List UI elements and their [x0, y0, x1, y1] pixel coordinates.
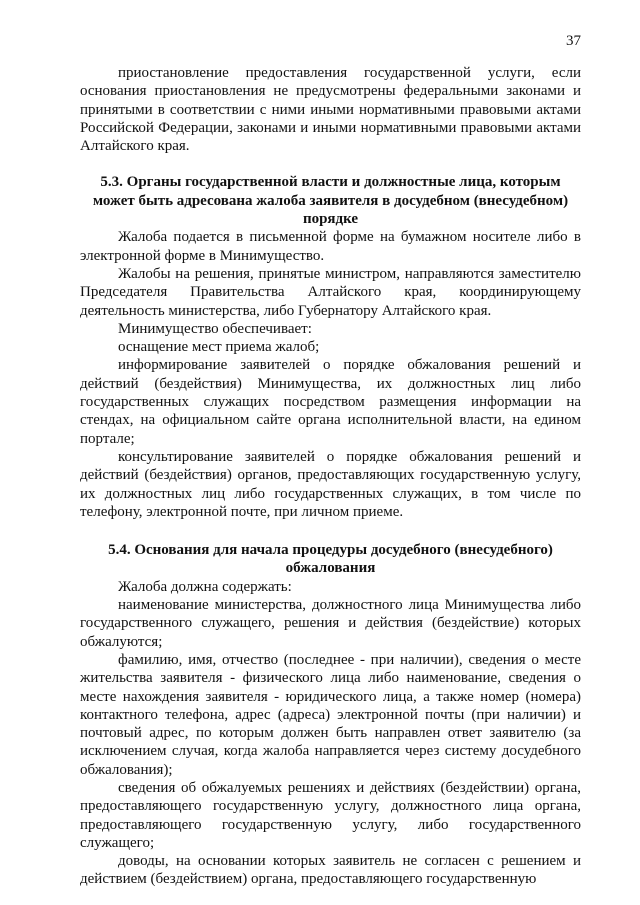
intro-paragraph: приостановление предоставления государственной услуги, если основания приостановления не предусмотрены федеральными законами и принятыми в соответствии с ними иными нормативными правовыми актами Российской Федерации, законами и иными нормативными правовыми актами Алтайского края.: [80, 65, 581, 155]
section-5-4-paragraph: сведения об обжалуемых решениях и действиях (бездействии) органа, предоставляющего государственную услугу, должностного лица органа, предоставляющего государственную услугу, либо государственного служащего;: [80, 779, 581, 851]
section-5-4-paragraph: доводы, на основании которых заявитель не согласен с решением и действием (бездействием) органа, предоставляющего государственную: [80, 853, 581, 888]
section-5-3-paragraph: оснащение мест приема жалоб;: [118, 339, 320, 356]
section-5-3-heading: 5.3. Органы государственной власти и должностные лица, которым может быть адресована жалоба заявителя в досудебном (внесудебном) порядке: [92, 174, 569, 228]
section-5-4-paragraph: Жалоба должна содержать:: [118, 578, 292, 595]
section-5-4-paragraph: фамилию, имя, отчество (последнее - при наличии), сведения о месте жительства заявителя - физического лица либо наименование, сведения о месте нахождения заявителя - юридического лица, а также номер (номера) контактного телефона, адрес (адреса) электронной почты (при наличии) и почтовый адрес, по которым должен быть направлен ответ заявителю (за исключением случая, когда жалоба направляется через систему досудебного обжалования);: [80, 651, 581, 778]
section-5-3-paragraph: консультирование заявителей о порядке обжалования решений и действий (бездействия) органов, предоставляющих государственную услугу, их должностных лиц либо государственных служащих, в том числе по телефону, электронной почте, при личном приеме.: [80, 448, 581, 520]
document-content: [80, 64, 581, 889]
section-5-4-paragraph: наименование министерства, должностного лица Минимущества либо государственного служащего, решения и действия (бездействие) которых обжалуются;: [80, 597, 581, 650]
section-5-3-paragraph: Минимущество обеспечивает:: [118, 320, 312, 337]
section-5-3-paragraph: Жалоба подается в письменной форме на бумажном носителе либо в электронной форме в Минимущество.: [80, 229, 581, 264]
section-5-3-paragraph: Жалобы на решения, принятые министром, направляются заместителю Председателя Правительства Алтайского края, координирующему деятельность министерства, либо Губернатору Алтайского края.: [80, 265, 581, 319]
section-5-4-heading: 5.4. Основания для начала процедуры досудебного (внесудебного) обжалования: [108, 542, 553, 577]
page-number: 37: [566, 33, 581, 49]
section-5-3-paragraph: информирование заявителей о порядке обжалования решений и действий (бездействия) Минимущества, их должностных лиц либо государственных служащих посредством размещения информации на стендах, на официальном сайте органа исполнительной власти, на едином портале;: [80, 357, 581, 447]
